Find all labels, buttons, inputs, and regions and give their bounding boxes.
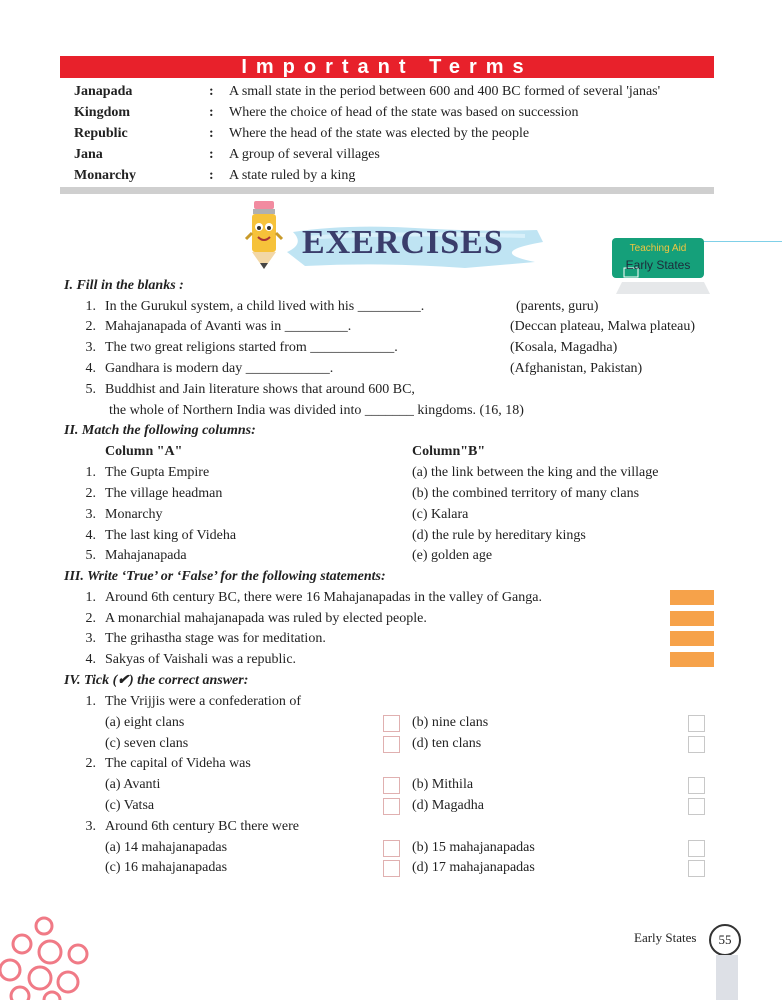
- page-number: 55: [709, 924, 741, 956]
- option-b: (b) 15 mahajanapadas: [412, 840, 535, 855]
- column-b-item: (d) the rule by hereditary kings: [412, 528, 586, 543]
- option-b: (b) nine clans: [412, 715, 489, 730]
- match-number: 4.: [85, 528, 96, 543]
- term-name: Jana: [74, 147, 103, 162]
- answer-options: (Afghanistan, Pakistan): [510, 361, 643, 376]
- option-b: (b) Mithila: [412, 777, 474, 792]
- terms-divider: [60, 187, 714, 194]
- statement-number: 2.: [85, 611, 96, 626]
- term-name: Kingdom: [74, 105, 131, 120]
- teaching-aid-topic: Early States: [625, 258, 691, 272]
- section-heading: III. Write ‘True’ or ‘False’ for the following statements:: [64, 569, 386, 584]
- column-a-item: The village headman: [105, 486, 223, 501]
- column-a-item: The last king of Videha: [105, 528, 237, 543]
- term-definition: Where the head of the state was elected by the people: [229, 126, 530, 141]
- option-checkbox[interactable]: [688, 798, 705, 815]
- term-definition: Where the choice of head of the state was based on succession: [229, 105, 579, 120]
- section-heading: I. Fill in the blanks :: [64, 278, 184, 293]
- footer-chapter-name: Early States: [634, 930, 697, 945]
- question-number: 5.: [85, 382, 96, 397]
- option-a: (a) Avanti: [105, 777, 161, 792]
- question-number: 2.: [85, 319, 96, 334]
- question-number: 2.: [85, 756, 96, 771]
- term-definition: A small state in the period between 600 and 400 BC formed of several 'janas': [229, 84, 661, 99]
- statement-number: 4.: [85, 652, 96, 667]
- statement-number: 1.: [85, 590, 96, 605]
- match-number: 2.: [85, 486, 96, 501]
- column-b-item: (a) the link between the king and the village: [412, 465, 659, 480]
- option-checkbox[interactable]: [383, 715, 400, 732]
- option-c: (c) seven clans: [105, 736, 189, 751]
- option-checkbox[interactable]: [688, 736, 705, 753]
- teaching-aid-label: Teaching Aid: [629, 243, 687, 254]
- question-text: Gandhara is modern day ____________.: [105, 361, 334, 376]
- question-text: The Vrijjis were a confederation of: [105, 694, 301, 709]
- match-number: 5.: [85, 548, 96, 563]
- statement-number: 3.: [85, 631, 96, 646]
- option-checkbox[interactable]: [688, 840, 705, 857]
- option-d: (d) 17 mahajanapadas: [412, 860, 535, 875]
- option-c: (c) Vatsa: [105, 798, 155, 813]
- statement-text: The grihastha stage was for meditation.: [105, 631, 326, 646]
- option-d: (d) ten clans: [412, 736, 482, 751]
- true-false-answer-box[interactable]: [670, 631, 714, 646]
- term-definition: A state ruled by a king: [229, 168, 356, 183]
- question-number: 4.: [85, 361, 96, 376]
- statement-text: Sakyas of Vaishali was a republic.: [105, 652, 297, 667]
- option-checkbox[interactable]: [383, 860, 400, 877]
- true-false-answer-box[interactable]: [670, 611, 714, 626]
- question-text: Mahajanapada of Avanti was in _________.: [105, 319, 352, 334]
- question-text: In the Gurukul system, a child lived with his _________.: [105, 299, 425, 314]
- term-colon: :: [209, 147, 214, 162]
- pencil-mascot-icon: [240, 199, 292, 275]
- column-b-item: (b) the combined territory of many clans: [412, 486, 640, 501]
- option-d: (d) Magadha: [412, 798, 484, 813]
- option-checkbox[interactable]: [688, 715, 705, 732]
- term-name: Janapada: [74, 84, 133, 99]
- column-a-item: Mahajanapada: [105, 548, 187, 563]
- column-a-item: Monarchy: [105, 507, 163, 522]
- option-a: (a) eight clans: [105, 715, 185, 730]
- decorative-circles-icon: [0, 908, 110, 1000]
- term-name: Republic: [74, 126, 128, 141]
- terms-list: [60, 78, 714, 186]
- answer-options: (Kosala, Magadha): [510, 340, 618, 355]
- term-colon: :: [209, 105, 214, 120]
- option-checkbox[interactable]: [383, 840, 400, 857]
- match-number: 3.: [85, 507, 96, 522]
- section-heading: IV. Tick (✔) the correct answer:: [64, 673, 249, 688]
- column-a-header: Column "A": [105, 444, 183, 459]
- important-terms-title: Important Terms: [60, 56, 714, 78]
- term-name: Monarchy: [74, 168, 136, 183]
- question-number: 3.: [85, 819, 96, 834]
- page-tab: [716, 955, 738, 1000]
- match-number: 1.: [85, 465, 96, 480]
- question-number: 1.: [85, 299, 96, 314]
- term-colon: :: [209, 84, 214, 99]
- true-false-answer-box[interactable]: [670, 590, 714, 605]
- true-false-answer-box[interactable]: [670, 652, 714, 667]
- question-text: Around 6th century BC there were: [105, 819, 299, 834]
- term-colon: :: [209, 168, 214, 183]
- term-definition: A group of several villages: [229, 147, 380, 162]
- option-checkbox[interactable]: [383, 777, 400, 794]
- column-b-item: (e) golden age: [412, 548, 493, 563]
- question-text: The two great religions started from ____________.: [105, 340, 398, 355]
- option-c: (c) 16 mahajanapadas: [105, 860, 228, 875]
- exercises-title: EXERCISES: [302, 224, 504, 261]
- column-b-header: Column"B": [412, 444, 486, 459]
- question-text: Buddhist and Jain literature shows that around 600 BC,: [105, 382, 415, 397]
- question-number: 3.: [85, 340, 96, 355]
- statement-text: Around 6th century BC, there were 16 Mahajanapadas in the valley of Ganga.: [105, 590, 542, 605]
- column-a-item: The Gupta Empire: [105, 465, 210, 480]
- question-number: 1.: [85, 694, 96, 709]
- option-checkbox[interactable]: [688, 860, 705, 877]
- section-heading: II. Match the following columns:: [64, 423, 256, 438]
- option-checkbox[interactable]: [688, 777, 705, 794]
- statement-text: A monarchial mahajanapada was ruled by elected people.: [105, 611, 427, 626]
- column-b-item: (c) Kalara: [412, 507, 469, 522]
- answer-options: (Deccan plateau, Malwa plateau): [510, 319, 696, 334]
- question-text-continued: the whole of Northern India was divided into _______ kingdoms. (16, 18): [109, 403, 524, 418]
- question-text: The capital of Videha was: [105, 756, 251, 771]
- term-colon: :: [209, 126, 214, 141]
- option-checkbox[interactable]: [383, 798, 400, 815]
- answer-options: (parents, guru): [516, 299, 599, 314]
- option-checkbox[interactable]: [383, 736, 400, 753]
- option-a: (a) 14 mahajanapadas: [105, 840, 228, 855]
